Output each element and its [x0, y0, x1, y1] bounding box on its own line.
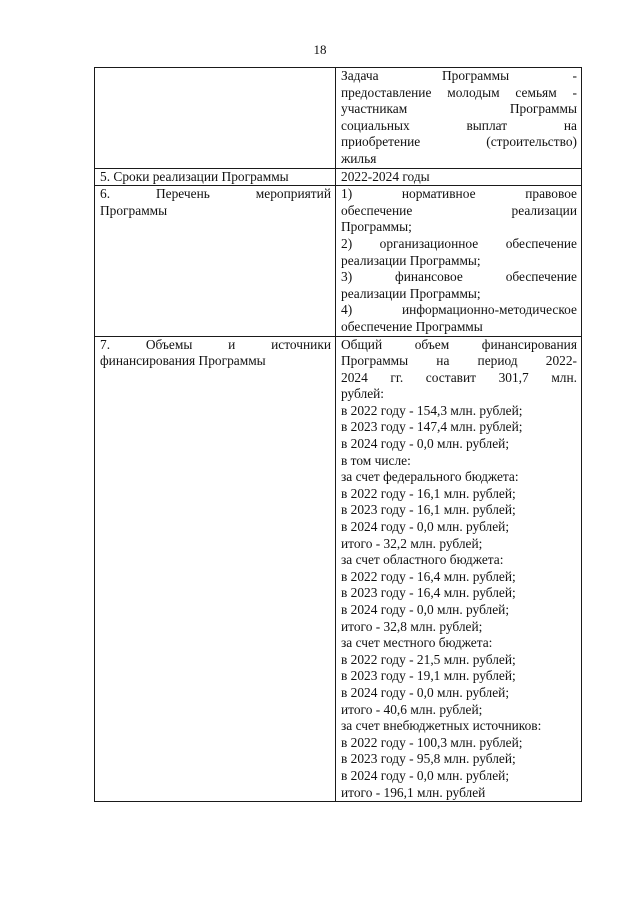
cell-text-line: 6. Перечень мероприятий [100, 186, 331, 202]
cell-text-line: в 2023 году - 147,4 млн. рублей; [341, 419, 523, 435]
cell-text-line: за счет федерального бюджета: [341, 469, 519, 485]
cell-text-line: Задача Программы - [341, 68, 577, 83]
cell-text-line: в том числе: [341, 452, 411, 468]
cell-text-line: в 2024 году - 0,0 млн. рублей; [341, 602, 510, 617]
cell-text-line: итого - 40,6 млн. рублей; [341, 701, 483, 717]
cell-text-line: 5. Сроки реализации Программы [100, 168, 289, 184]
cell-text-line: финансирования Программы [100, 353, 266, 369]
cell-text-line: Общий объем финансирования [341, 336, 577, 352]
value-cell [336, 336, 582, 802]
cell-text-line: итого - 196,1 млн. рублей [341, 784, 486, 800]
cell-text-line: реализации Программы; [341, 252, 481, 268]
cell-text-line: в 2023 году - 16,4 млн. рублей; [341, 585, 516, 601]
cell-text-line: социальных выплат на [341, 117, 577, 133]
cell-text-line: 1) нормативное правовое [341, 186, 577, 202]
label-cell [95, 336, 336, 802]
cell-text-line: итого - 32,2 млн. рублей; [341, 535, 483, 551]
value-cell [336, 68, 582, 169]
program-passport-table [94, 67, 582, 802]
cell-text-line: в 2023 году - 19,1 млн. рублей; [341, 668, 516, 684]
table-row-financing [95, 336, 582, 802]
cell-text-line: в 2024 году - 0,0 млн. рублей; [341, 436, 510, 452]
cell-text-line: обеспечение Программы [341, 318, 483, 334]
cell-text-line: в 2024 году - 0,0 млн. рублей; [341, 684, 510, 700]
cell-text-line: жилья [341, 150, 377, 166]
cell-text-line: за счет местного бюджета: [341, 635, 493, 651]
cell-text-line: за счет внебюджетных источников: [341, 718, 542, 734]
label-cell [95, 186, 336, 336]
cell-text-line: в 2024 году - 0,0 млн. рублей; [341, 519, 510, 535]
cell-text-line: приобретение (строительство) [341, 134, 577, 150]
cell-text-line: за счет областного бюджета: [341, 552, 504, 568]
cell-text-line: в 2023 году - 95,8 млн. рублей; [341, 751, 516, 767]
label-cell [95, 168, 336, 186]
cell-text-line: в 2022 году - 21,5 млн. рублей; [341, 651, 516, 667]
cell-text-line: рублей: [341, 386, 385, 402]
cell-text-line: в 2024 году - 0,0 млн. рублей; [341, 767, 510, 783]
table-row-activities [95, 186, 582, 336]
cell-text-line: 4) информационно-методическое [341, 302, 577, 318]
cell-text-line: участникам Программы [341, 101, 577, 117]
page-number: 18 [313, 42, 327, 57]
cell-text-line: в 2022 году - 16,4 млн. рублей; [341, 568, 516, 584]
cell-text-line: обеспечение реализации [341, 202, 577, 218]
cell-text-line: итого - 32,8 млн. рублей; [341, 618, 483, 634]
cell-text-line: Программы на период 2022- [341, 353, 577, 369]
label-cell [95, 68, 336, 169]
table-row-terms [95, 168, 582, 186]
cell-text-line: в 2022 году - 154,3 млн. рублей; [341, 402, 523, 418]
cell-text-line: 3) финансовое обеспечение [341, 269, 577, 285]
cell-text-line: 2024 гг. составит 301,7 млн. [341, 369, 577, 385]
value-cell [336, 186, 582, 336]
cell-text-line: 2022-2024 годы [341, 168, 430, 184]
cell-text-line: в 2023 году - 16,1 млн. рублей; [341, 502, 516, 518]
cell-text-line: в 2022 году - 100,3 млн. рублей; [341, 734, 523, 750]
cell-text-line: в 2022 году - 16,1 млн. рублей; [341, 485, 516, 501]
table-body [95, 68, 582, 802]
table-row-goal [95, 68, 582, 169]
cell-text-line: Программы; [341, 219, 412, 235]
cell-text-line: предоставление молодым семьям - [341, 84, 577, 100]
cell-text-line: 2) организационное обеспечение [341, 235, 577, 251]
value-cell [336, 168, 582, 186]
cell-text-line: реализации Программы; [341, 285, 481, 301]
cell-text-line: 7. Объемы и источники [100, 336, 331, 352]
cell-text-line: Программы [100, 202, 168, 218]
